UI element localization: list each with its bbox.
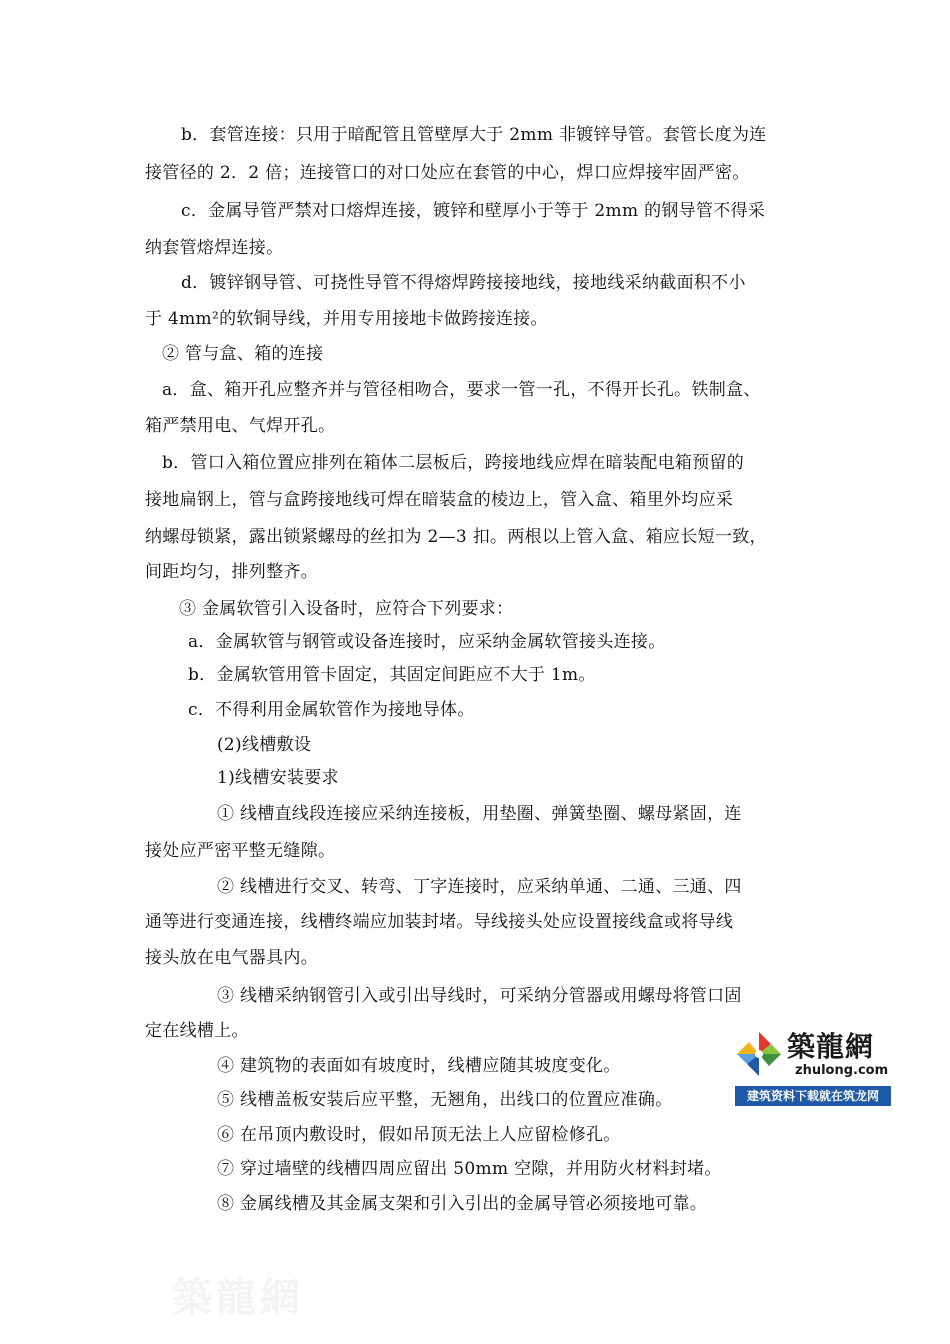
text-line: 接头放在电气器具内。 <box>145 948 318 968</box>
text-line: ③ 线槽采纳钢管引入或引出导线时，可采纳分管器或用螺母将管口固 <box>217 986 742 1006</box>
text-line: ⑧ 金属线槽及其金属支架和引入引出的金属导管必须接地可靠。 <box>217 1194 708 1214</box>
text-line: 接管径的 2．2 倍；连接管口的对口处应在套管的中心，焊口应焊接牢固严密。 <box>145 163 750 183</box>
text-line: 纳螺母锁紧，露出锁紧螺母的丝扣为 2—3 扣。两根以上管入盒、箱应长短一致， <box>145 527 767 547</box>
text-line: 接处应严密平整无缝隙。 <box>145 841 336 861</box>
text-line: 箱严禁用电、气焊开孔。 <box>145 416 336 436</box>
text-line: b．套管连接：只用于暗配管且管壁厚大于 2mm 非镀锌导管。套管长度为连 <box>181 125 767 145</box>
text-line: 定在线槽上。 <box>145 1021 249 1041</box>
text-line: ③ 金属软管引入设备时，应符合下列要求： <box>179 599 514 619</box>
text-line: a．金属软管与钢管或设备连接时，应采纳金属软管接头连接。 <box>188 632 666 652</box>
text-line: c．金属导管严禁对口熔焊连接，镀锌和壁厚小于等于 2mm 的钢导管不得采 <box>181 201 766 221</box>
text-line: 接地扁钢上，管与盒跨接地线可焊在暗装盒的棱边上，管入盒、箱里外均应采 <box>145 490 734 510</box>
pinwheel-logo-icon <box>735 1030 783 1078</box>
text-line: 纳套管熔焊连接。 <box>145 238 284 258</box>
text-line: a．盒、箱开孔应整齐并与管径相吻合，要求一管一孔，不得开长孔。铁制盒、 <box>162 380 761 400</box>
text-line: 1)线槽安装要求 <box>217 768 339 788</box>
zhulong-logo <box>733 1028 893 1106</box>
logo-slogan: 建筑资料下载就在筑龙网 <box>735 1086 891 1106</box>
text-line: (2)线槽敷设 <box>217 735 312 755</box>
logo-domain: zhulong.com <box>795 1063 889 1078</box>
text-line: 间距均匀，排列整齐。 <box>145 562 318 582</box>
text-line: ⑥ 在吊顶内敷设时，假如吊顶无法上人应留检修孔。 <box>217 1125 621 1145</box>
text-line: 通等进行变通连接，线槽终端应加装封堵。导线接头处应设置接线盒或将导线 <box>145 912 734 932</box>
text-line: ② 线槽进行交叉、转弯、丁字连接时，应采纳单通、二通、三通、四 <box>217 877 742 897</box>
logo-chinese-name: 築龍網 <box>787 1030 875 1063</box>
text-line: ⑤ 线槽盖板安装后应平整，无翘角，出线口的位置应准确。 <box>217 1090 673 1110</box>
text-line: ⑦ 穿过墙壁的线槽四周应留出 50mm 空隙，并用防火材料封堵。 <box>217 1159 722 1179</box>
text-line: 于 4mm²的软铜导线，并用专用接地卡做跨接连接。 <box>145 309 548 329</box>
text-line: b．管口入箱位置应排列在箱体二层板后，跨接地线应焊在暗装配电箱预留的 <box>162 453 745 473</box>
watermark: 築龍網 <box>172 1274 304 1321</box>
text-line: ① 线槽直线段连接应采纳连接板，用垫圈、弹簧垫圈、螺母紧固，连 <box>217 804 742 824</box>
text-line: ② 管与盒、箱的连接 <box>162 344 324 364</box>
text-line: c．不得利用金属软管作为接地导体。 <box>188 700 475 720</box>
text-line: b．金属软管用管卡固定，其固定间距应不大于 1m。 <box>188 665 596 685</box>
text-line: ④ 建筑物的表面如有坡度时，线槽应随其坡度变化。 <box>217 1056 621 1076</box>
text-line: d．镀锌钢导管、可挠性导管不得熔焊跨接接地线，接地线采纳截面积不小 <box>181 273 746 293</box>
